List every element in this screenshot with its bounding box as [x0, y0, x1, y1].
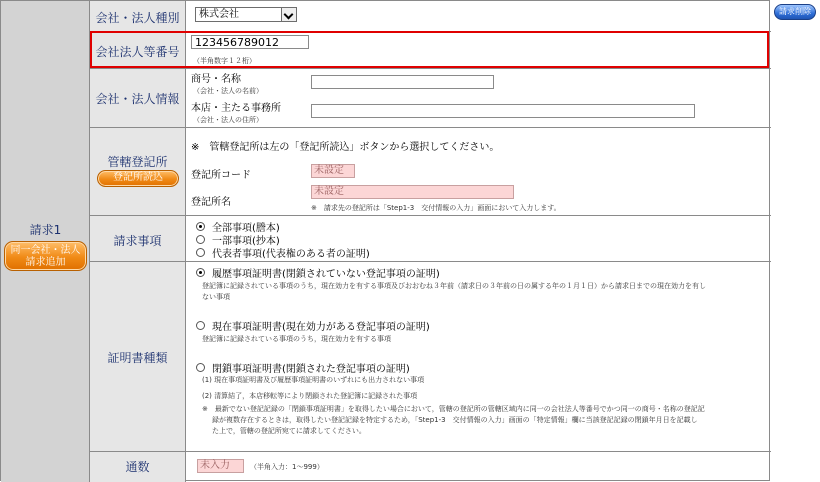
company-name-label: 商号・名称 [191, 74, 241, 85]
request-items-radio-representative[interactable] [196, 248, 205, 257]
company-info-label-cell [90, 69, 186, 127]
certificate-closed-desc-line2: (2) 清算結了，本店移転等により閉鎖された登記簿に記録された事項 [202, 392, 418, 400]
certificate-history-label[interactable]: 履歴事項証明書(閉鎖されていない登記事項の証明) [212, 269, 440, 280]
corporate-number-row [90, 32, 771, 69]
registry-office-note: ※ 請求先の登記所は「Step1-3 交付情報の入力」画面において入力します。 [311, 204, 561, 212]
company-type-select[interactable] [195, 7, 297, 22]
certificate-closed-label[interactable]: 閉鎖事項証明書(閉鎖された登記事項の証明) [212, 364, 410, 375]
company-info-label: 会社・法人情報 [95, 92, 180, 106]
copies-label: 通数 [125, 460, 150, 474]
certificate-current-radio[interactable] [196, 321, 205, 330]
request-items-row [90, 216, 771, 262]
certificate-history-desc-line2: ない事項 [202, 293, 230, 301]
request-items-option-partial[interactable]: 一部事項(抄本) [212, 236, 280, 247]
request-items-option-representative[interactable]: 代表者事項(代表権のある者の証明) [212, 249, 370, 260]
company-address-input[interactable] [311, 104, 695, 118]
company-name-input[interactable] [311, 75, 494, 89]
copies-input[interactable]: 未入力 [197, 459, 244, 473]
registry-office-instruction: ※ 管轄登記所は左の「登記所読込」ボタンから選択してください。 [191, 142, 500, 153]
corporate-number-label: 会社法人等番号 [95, 45, 180, 59]
company-address-label: 本店・主たる事務所 [191, 103, 281, 114]
request-items-label-cell [90, 216, 186, 261]
add-same-company-request-button[interactable]: 同一会社・法人 請求追加 [4, 241, 87, 271]
request-items-label: 請求事項 [113, 234, 162, 248]
delete-request-button[interactable]: 請求削除 [774, 4, 816, 20]
request-items-radio-full[interactable] [196, 222, 205, 231]
copies-hint: （半角入力：1～999） [250, 463, 324, 471]
certificate-closed-note-line2: 録が複数存在するときは，取得したい登記記録を特定するため，「Step1-3 交付情報の入力」画面の「特定情報」欄に当該登記記録の閉鎖年月日を記載し [212, 416, 698, 424]
registry-office-row [90, 128, 771, 216]
registry-office-label: 管轄登記所 [107, 155, 168, 169]
certificate-history-desc-line1: 登記簿に記録されている事項のうち，現在効力を有する事項及びおおむね３年前（請求日の３年前の日の属する年の１月１日）から請求日までの現在効力を有し [202, 282, 706, 290]
certificate-type-label: 証明書種類 [107, 351, 168, 365]
certificate-current-desc: 登記簿に記録されている事項のうち，現在効力を有する事項 [202, 335, 391, 343]
request-items-option-full[interactable]: 全部事項(謄本) [212, 223, 280, 234]
registry-office-code-field: 未設定 [311, 164, 355, 178]
registry-office-name-field: 未設定 [311, 185, 514, 199]
certificate-type-label-cell [90, 262, 186, 451]
company-name-hint: （会社・法人の名前） [193, 87, 263, 95]
corporate-number-hint: （半角数字１２桁） [193, 57, 256, 65]
copies-label-cell [90, 452, 186, 482]
certificate-current-label[interactable]: 現在事項証明書(現在効力がある登記事項の証明) [212, 322, 430, 333]
copies-row [90, 452, 771, 482]
certificate-history-radio[interactable] [196, 268, 205, 277]
company-address-hint: （会社・法人の住所） [193, 116, 263, 124]
corporate-number-input[interactable]: 123456789012 [191, 35, 309, 49]
request-items-radio-partial[interactable] [196, 235, 205, 244]
request-sidebar [1, 1, 90, 482]
certificate-type-row [90, 262, 771, 452]
registry-office-label-cell [90, 128, 186, 215]
chevron-down-icon[interactable] [281, 8, 296, 21]
request-title: 請求1 [29, 223, 62, 237]
company-type-label: 会社・法人種別 [95, 11, 180, 25]
company-type-selected-value: 株式会社 [199, 9, 239, 20]
registry-office-read-button[interactable]: 登記所読込 [97, 170, 179, 187]
company-type-label-cell [90, 1, 186, 31]
certificate-closed-desc-line1: (1) 現在事項証明書及び履歴事項証明書のいずれにも出力されない事項 [202, 376, 425, 384]
company-type-row [90, 1, 771, 32]
registry-office-code-label: 登記所コード [191, 170, 251, 181]
certificate-closed-note-line1: ※ 最新でない登記記録の「閉鎖事項証明書」を取得したい場合において，管轄の登記所の管轄区域内に同一の会社法人等番号でかつ同一の商号・名称の登記記 [202, 405, 705, 413]
certificate-closed-radio[interactable] [196, 363, 205, 372]
company-info-row [90, 69, 771, 128]
corporate-number-label-cell [90, 32, 186, 68]
registry-office-name-label: 登記所名 [191, 197, 231, 208]
certificate-closed-note-line3: た上で，管轄の登記所宛てに請求してください。 [212, 427, 366, 435]
